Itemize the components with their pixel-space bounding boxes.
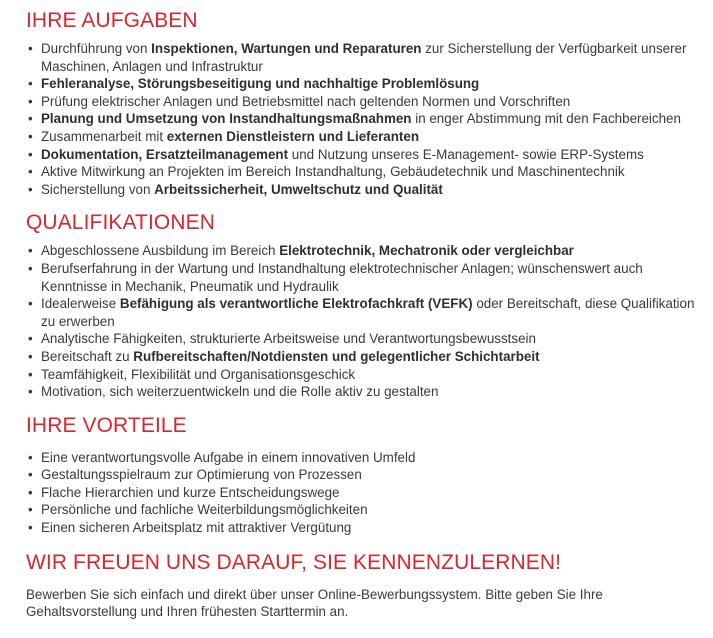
text-segment: und Nutzung unseres E-Management- sowie ERP-Systems <box>288 146 644 162</box>
closing-text: Bewerben Sie sich einfach und direkt über unser Online-Bewerbungssystem. Bitte geben Sie Ihre Gehaltsvorstellung und Ihren frühesten Starttermin an. <box>26 586 603 620</box>
list-item <box>26 40 706 75</box>
list-item <box>26 181 706 199</box>
bold-text: Elektrotechnik, Mechatronik oder vergleichbar <box>279 243 574 259</box>
list-item <box>26 75 706 93</box>
text-segment: Analytische Fähigkeiten, strukturierte Arbeitsweise und Verantwortungsbewusstsein <box>41 331 536 347</box>
bold-text: externen Dienstleistern und Lieferanten <box>166 128 420 144</box>
text-segment: Teamfähigkeit, Flexibilität und Organisationsgeschick <box>41 366 356 382</box>
text-segment: in enger Abstimmung mit den Fachbereichen <box>411 111 681 127</box>
list-item <box>26 519 706 537</box>
benefits-list <box>26 449 706 537</box>
section-benefits <box>26 413 706 537</box>
list-item <box>26 348 706 366</box>
list-item <box>26 163 706 181</box>
text-segment: Zusammenarbeit mit <box>41 128 167 144</box>
text-segment: Gestaltungsspielraum zur Optimierung von Prozessen <box>41 467 362 483</box>
list-item <box>26 260 706 295</box>
list-item <box>26 484 706 502</box>
text-segment: Bereitschaft zu <box>41 348 134 364</box>
text-segment: Motivation, sich weiterzuentwickeln und die Rolle aktiv zu gestalten <box>41 384 439 400</box>
section-qualifications <box>26 210 706 400</box>
text-segment: Idealerweise <box>41 296 120 312</box>
tasks-list <box>26 40 706 198</box>
list-item <box>26 449 706 467</box>
list-item <box>26 242 706 260</box>
text-segment: Prüfung elektrischer Anlagen und Betriebsmittel nach geltenden Normen und Vorschriften <box>41 93 571 109</box>
text-segment: Aktive Mitwirkung an Projekten im Bereich Instandhaltung, Gebäudetechnik und Maschinentechnik <box>41 164 625 180</box>
job-ad-content <box>26 8 706 621</box>
text-segment: Abgeschlossene Ausbildung im Bereich <box>41 243 280 259</box>
bold-text: Rufbereitschaften/Notdiensten und gelegentlicher Schichtarbeit <box>133 348 540 364</box>
section-tasks <box>26 8 706 198</box>
text-segment: Sicherstellung von <box>41 181 155 197</box>
list-item <box>26 110 706 128</box>
text-segment: Flache Hierarchien und kurze Entscheidungswege <box>41 484 340 500</box>
text-segment: Einen sicheren Arbeitsplatz mit attraktiver Vergütung <box>41 520 352 536</box>
list-item <box>26 366 706 384</box>
text-segment: Durchführung von <box>41 41 152 56</box>
qualifications-list <box>26 242 706 400</box>
list-item <box>26 330 706 348</box>
bold-text: Arbeitssicherheit, Umweltschutz und Qualität <box>154 181 443 197</box>
closing-heading: WIR FREUEN UNS DARAUF, SIE KENNENZULERNEN! <box>26 550 562 574</box>
section-heading-tasks: IHRE AUFGABEN <box>26 9 198 32</box>
text-segment: Eine verantwortungsvolle Aufgabe in einem innovativen Umfeld <box>41 449 416 465</box>
section-heading-qualifications: QUALIFIKATIONEN <box>26 211 215 235</box>
list-item <box>26 146 706 164</box>
list-item <box>26 383 706 401</box>
list-item <box>26 93 706 111</box>
bold-text: Inspektionen, Wartungen und Reparaturen <box>151 41 422 56</box>
text-segment: oder Bereitschaft, diese Qualifikation zu erwerben <box>41 296 695 329</box>
text-segment: zur Sicherstellung der Verfügbarkeit unserer Maschinen, Anlagen und Infrastruktur <box>41 41 687 74</box>
text-segment: Berufserfahrung in der Wartung und Instandhaltung elektrotechnischer Anlagen; wünschenswert auch Kenntnisse in Mechanik, Pneumatik und Hydraulik <box>41 260 643 294</box>
list-item <box>26 295 706 330</box>
list-item <box>26 466 706 484</box>
section-closing <box>26 550 706 621</box>
bold-text: Befähigung als verantwortliche Elektrofachkraft (VEFK) <box>119 296 473 312</box>
bold-text: Planung und Umsetzung von Instandhaltungsmaßnahmen <box>41 111 412 127</box>
text-segment: Persönliche und fachliche Weiterbildungsmöglichkeiten <box>41 502 368 518</box>
list-item <box>26 128 706 146</box>
bold-text: Dokumentation, Ersatzteilmanagement <box>41 146 289 162</box>
list-item <box>26 501 706 519</box>
bold-text: Fehleranalyse, Störungsbeseitigung und nachhaltige Problemlösung <box>41 76 480 92</box>
section-heading-benefits: IHRE VORTEILE <box>26 413 187 437</box>
